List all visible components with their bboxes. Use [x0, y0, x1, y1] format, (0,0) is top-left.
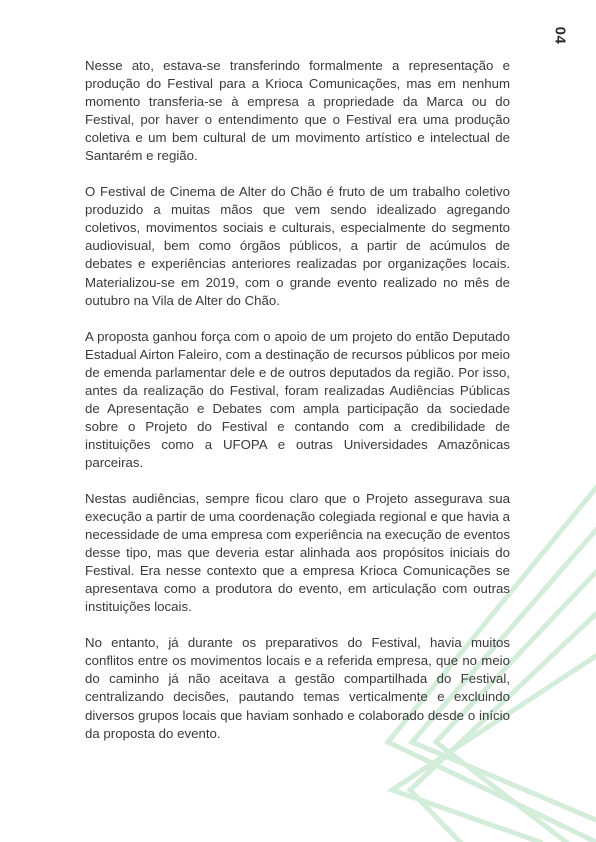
paragraph: No entanto, já durante os preparativos do Festival, havia muitos conflitos entre os movimentos locais e a referida empresa, que no meio do caminho já não aceitava a gestão compartilhada do Festival, centralizando decisões, pautando temas verticalmente e excluindo diversos grupos locais que haviam sonhado e colaborado desde o início da proposta do evento.: [85, 635, 510, 741]
paragraph: A proposta ganhou força com o apoio de um projeto do então Deputado Estadual Airton Faleiro, com a destinação de recursos públicos por meio de emenda parlamentar dele e de outros deputados da região. Por isso, antes da realização do Festival, foram realizadas Audiências Públicas de Apresentação e Debates com ampla participação da sociedade sobre o Projeto do Festival e contando com a credibilidade de instituições como a UFOPA e outras Universidades Amazônicas parceiras.: [85, 328, 510, 470]
page-number: 04: [551, 26, 569, 45]
paragraph: O Festival de Cinema de Alter do Chão é fruto de um trabalho coletivo produzido a muitas mãos que vem sendo idealizado agregando coletivos, movimentos sociais e culturais, especialmente do segmento audiovisual, bem como órgãos públicos, a partir de acúmulos de debates e experiências anteriores realizadas por organizações locais. Materializou-se em 2019, com o grande evento realizado no mês de outubro na Vila de Alter do Chão.: [85, 184, 510, 308]
document-body: [85, 57, 510, 761]
paragraph: Nesse ato, estava-se transferindo formalmente a representação e produção do Festival para a Krioca Comunicações, mas em nenhum momento transferia-se à empresa a propriedade da Marca ou do Festival, por haver o entendimento que o Festival era uma produção coletiva e um bem cultural de um movimento artístico e intelectual de Santarém e região.: [85, 58, 510, 164]
paragraph: Nestas audiências, sempre ficou claro que o Projeto assegurava sua execução a partir de uma coordenação colegiada regional e que havia a necessidade de uma empresa com experiência na execução de eventos desse tipo, mas que deveria estar alinhada aos propósitos iniciais do Festival. Era nesse contexto que a empresa Krioca Comunicações se apresentava como a produtora do evento, em articulação com outras instituições locais.: [85, 490, 510, 615]
